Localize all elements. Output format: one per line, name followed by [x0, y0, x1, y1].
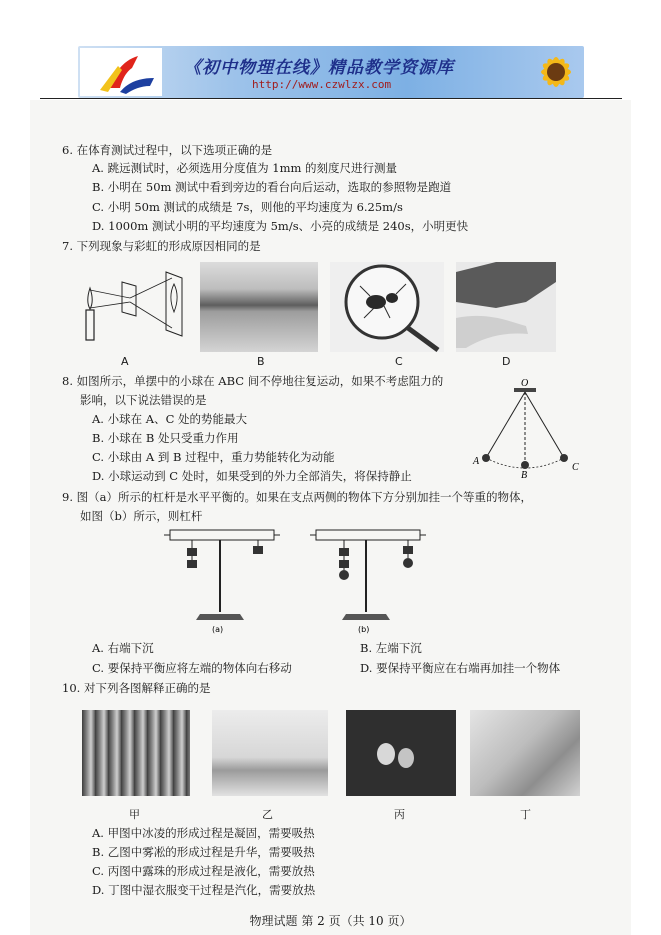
sunflower-icon [522, 46, 584, 98]
q10-option-a: A. 甲图中冰凌的形成过程是凝固，需要吸热 [92, 826, 315, 840]
q7-figure-d-hand-shadow-photo [456, 262, 556, 352]
q10-label-jia: 甲 [129, 808, 140, 821]
q10-label-ding: 丁 [520, 808, 531, 821]
banner-title: 《初中物理在线》精品教学资源库 [184, 58, 454, 78]
q10-option-b: B. 乙图中雾凇的形成过程是升华，需要吸热 [92, 845, 315, 859]
q8-stem-line2: 影响，以下说法错误的是 [80, 393, 207, 407]
pendulum-label-c: C [572, 462, 579, 473]
pendulum-label-b: B [521, 470, 528, 478]
q10-label-yi: 乙 [262, 808, 273, 821]
q6-option-b: B. 小明在 50m 测试中看到旁边的看台向后运动，选取的参照物是跑道 [92, 180, 452, 194]
q10-photo-frost-trees [212, 710, 328, 796]
q8-stem-line1: 8. 如图所示，单摆中的小球在 ABC 间不停地往复运动，如果不考虑阻力的 [62, 374, 444, 388]
q7-label-c: C [395, 355, 403, 368]
q10-photo-drying-clothes [470, 710, 580, 796]
q9-lever-figure-a [160, 524, 280, 634]
q10-photo-dew-drop [346, 710, 456, 796]
q7-label-b: B [257, 355, 265, 368]
q9-stem-line1: 9. 图（a）所示的杠杆是水平平衡的。如果在支点两侧的物体下方分别加挂一个等重的物体， [62, 490, 532, 504]
q10-photo-icicles [82, 710, 190, 796]
q7-figure-c-magnifier-photo [330, 262, 444, 352]
q7-label-d: D [502, 355, 511, 368]
q9-stem-line2: 如图（b）所示，则杠杆 [80, 509, 203, 523]
q8-pendulum-figure [466, 378, 592, 478]
q7-figure-b-reflection-photo [200, 262, 318, 352]
q6-stem: 6. 在体育测试过程中，以下选项正确的是 [62, 143, 273, 157]
pendulum-label-a: A [473, 456, 480, 467]
q7-label-a: A [121, 355, 129, 368]
q10-stem: 10. 对下列各图解释正确的是 [62, 681, 211, 695]
q8-option-b: B. 小球在 B 处只受重力作用 [92, 431, 239, 445]
q6-option-a: A. 跳远测试时，必须选用分度值为 1mm 的刻度尺进行测量 [92, 161, 398, 175]
q9-option-d: D. 要保持平衡应在右端再加挂一个物体 [360, 661, 561, 675]
q7-figure-a-pinhole [80, 268, 190, 350]
q6-option-c: C. 小明 50m 测试的成绩是 7s，则他的平均速度为 6.25m/s [92, 200, 403, 214]
q6-option-d: D. 1000m 测试小明的平均速度为 5m/s、小亮的成绩是 240s，小明更快 [92, 219, 469, 233]
q8-option-d: D. 小球运动到 C 处时，如果受到的外力全部消失，将保持静止 [92, 469, 412, 483]
q9-option-a: A. 右端下沉 [92, 641, 154, 655]
lever-b-caption: (b) [358, 625, 370, 634]
q9-option-c: C. 要保持平衡应将左端的物体向右移动 [92, 661, 292, 675]
q7-stem: 7. 下列现象与彩虹的形成原因相同的是 [62, 239, 261, 253]
lever-a-caption: (a) [212, 625, 224, 634]
q10-label-bing: 丙 [394, 808, 405, 821]
q9-option-b: B. 左端下沉 [360, 641, 422, 655]
q8-option-c: C. 小球由 A 到 B 过程中，重力势能转化为动能 [92, 450, 335, 464]
pendulum-label-o: O [521, 378, 529, 389]
q10-option-d: D. 丁图中湿衣服变干过程是汽化，需要放热 [92, 883, 316, 897]
q9-lever-figure-b [306, 524, 426, 634]
banner-url[interactable]: http://www.czwlzx.com [252, 78, 392, 91]
q10-option-c: C. 丙图中露珠的形成过程是液化，需要放热 [92, 864, 315, 878]
header-banner [78, 46, 584, 98]
q8-option-a: A. 小球在 A、C 处的势能最大 [92, 412, 248, 426]
header-rule [40, 98, 622, 99]
site-logo [80, 48, 162, 96]
page-footer: 物理试题 第 2 页（共 10 页） [249, 914, 412, 928]
